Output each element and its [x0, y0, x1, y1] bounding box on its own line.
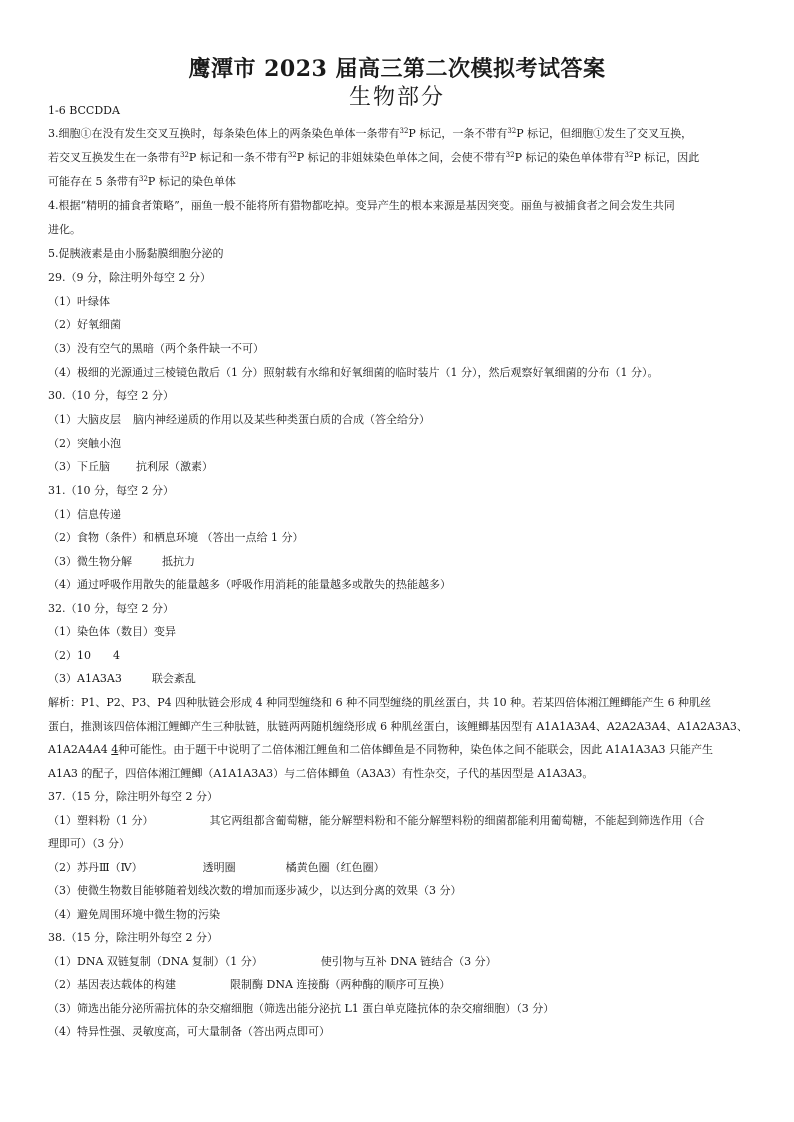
answer-text: 4 [113, 649, 120, 662]
page-title: 鹰潭市 2023 届高三第二次模拟考试答案 [188, 56, 606, 82]
q3-line-2 [48, 151, 748, 165]
answer-text: 透明圈 [202, 861, 236, 874]
q32-explanation-1: 解析：P1、P2、P3、P4 四种肽链会形成 4 种同型缠绕和 6 种不同型缠绕的肌丝蛋白，共 10 种。若某四倍体湘江鲤鲫能产生 6 种肌丝 [48, 696, 712, 709]
q32-answer-1: （1）染色体（数目）变异 [48, 625, 176, 638]
q37-answer-1 [48, 814, 748, 828]
q32-explanation-2: 蛋白，推测该四倍体湘江鲤鲫产生三种肽链，肽链两两随机缠绕形成 6 种肌丝蛋白，该鲤鲫基因型有 A1A1A3A4、A2A2A3A4、A1A2A3A3、 [48, 720, 748, 733]
q4-line-1: 4.根据“精明的捕食者策略”，丽鱼一般不能将所有猎物都吃掉。变异产生的根本来源是基因突变。丽鱼与被捕食者之间会发生共同 [48, 199, 675, 212]
q29-heading: 29.（9 分，除注明外每空 2 分） [48, 271, 211, 284]
q32-answer-2 [48, 649, 748, 663]
q3-text: P 标记，因此 [633, 151, 700, 164]
answer-text: （2）基因表达载体的构建 [48, 978, 176, 991]
answer-text: 抗利尿（激素） [136, 460, 213, 473]
q29-answer-4: （4）极细的光源通过三棱镜色散后（1 分）照射载有水绵和好氧细菌的临时装片（1 分），然后观察好氧细菌的分布（1 分）。 [48, 366, 659, 379]
q3-text: 可能存在 5 条带有 [48, 175, 139, 188]
page-subtitle: 生物部分 [348, 85, 445, 110]
answer-text: （2）苏丹Ⅲ（Ⅳ） [48, 861, 143, 874]
answer-text: 橘黄色圈（红色圈） [285, 861, 385, 874]
answer-text: 其它两组都含葡萄糖，能分解塑料粉和不能分解塑料粉的细菌都能利用葡萄糖，不能起到筛选作用（合 [209, 814, 705, 827]
answer-text: 使引物与互补 DNA 链结合（3 分） [320, 955, 497, 968]
explanation-text: A1A2A4A4 [48, 743, 108, 756]
q30-answer-1 [48, 413, 748, 427]
q38-answer-4: （4）特异性强、灵敏度高，可大量制备（答出两点即可） [48, 1025, 330, 1038]
superscript: 32 [505, 151, 515, 159]
superscript: 32 [507, 127, 517, 135]
q3-text: P 标记的染色单体 [147, 175, 236, 188]
answer-text: （3）微生物分解 [48, 555, 132, 568]
answer-text: （3）下丘脑 [48, 460, 110, 473]
q3-text: 若交叉互换发生在一条带有 [48, 151, 180, 164]
q30-answer-3 [48, 460, 748, 474]
answer-text: （2）10 [48, 649, 91, 662]
q31-answer-1: （1）信息传递 [48, 508, 121, 521]
q30-answer-2: （2）突触小泡 [48, 437, 121, 450]
q30-heading: 30.（10 分，每空 2 分） [48, 389, 174, 402]
q38-answer-3: （3）筛选出能分泌所需抗体的杂交瘤细胞（筛选出能分泌抗 L1 蛋白单克隆抗体的杂交瘤细胞）（3 分） [48, 1002, 555, 1015]
q31-answer-4: （4）通过呼吸作用散失的能量越多（呼吸作用消耗的能量越多或散失的热能越多） [48, 578, 451, 591]
q37-answer-1-cont: 理即可）（3 分） [48, 837, 130, 850]
q31-heading: 31.（10 分，每空 2 分） [48, 484, 174, 497]
answer-text: （1）塑料粉（1 分） [48, 814, 154, 827]
choice-answers: 1-6 BCCDDA [48, 104, 120, 117]
superscript: 32 [624, 151, 634, 159]
q38-heading: 38.（15 分，除注明外每空 2 分） [48, 931, 218, 944]
q37-answer-3: （3）使微生物数目能够随着划线次数的增加而逐步减少，以达到分离的效果（3 分） [48, 884, 462, 897]
q31-answer-2: （2）食物（条件）和栖息环境 （答出一点给 1 分） [48, 531, 304, 544]
q5-line: 5.促胰液素是由小肠黏膜细胞分泌的 [48, 247, 224, 260]
answer-text: 限制酶 DNA 连接酶（两种酶的顺序可互换） [230, 978, 451, 991]
answer-text: （1）DNA 双链复制（DNA 复制）（1 分） [48, 955, 263, 968]
q29-answer-3: （3）没有空气的黑暗（两个条件缺一不可） [48, 342, 264, 355]
underlined-value: 4 [111, 743, 119, 756]
q38-answer-2 [48, 978, 748, 992]
q3-text: P 标记和一条不带有 [188, 151, 288, 164]
answer-text: 联会紊乱 [151, 672, 196, 685]
q32-answer-3 [48, 672, 748, 686]
q3-text: 3.细胞①在没有发生交叉互换时，每条染色体上的两条染色单体一条带有 [48, 127, 400, 140]
superscript: 32 [399, 127, 409, 135]
answer-text: （3）A1A3A3 [48, 672, 122, 685]
explanation-text: 种可能性。由于题干中说明了二倍体湘江鲤鱼和二倍体鲫鱼是不同物种，染色体之间不能联会，因此 A1A1A3A3 只能产生 [118, 743, 714, 756]
q31-answer-3 [48, 555, 748, 569]
q3-text: P 标记，一条不带有 [408, 127, 508, 140]
superscript: 32 [139, 175, 148, 183]
q29-answer-2: （2）好氧细菌 [48, 318, 121, 331]
q37-heading: 37.（15 分，除注明外每空 2 分） [48, 790, 218, 803]
q3-line-1 [48, 127, 748, 141]
answer-text: 脑内神经递质的作用以及某些种类蛋白质的合成（答全给分） [133, 413, 430, 426]
q3-line-3 [48, 175, 748, 189]
q3-text: P 标记，但细胞①发生了交叉互换， [516, 127, 693, 140]
q3-text: P 标记的染色单体带有 [514, 151, 625, 164]
superscript: 32 [287, 151, 297, 159]
q32-heading: 32.（10 分，每空 2 分） [48, 602, 174, 615]
q3-text: P 标记的非姐妹染色单体之间，会使不带有 [296, 151, 506, 164]
q29-answer-1: （1）叶绿体 [48, 295, 110, 308]
q32-explanation-3 [48, 743, 748, 757]
q37-answer-2 [48, 861, 748, 875]
q37-answer-4: （4）避免周围环境中微生物的污染 [48, 908, 220, 921]
q38-answer-1 [48, 955, 748, 969]
q4-line-2: 进化。 [48, 223, 81, 236]
answer-text: 抵抗力 [162, 555, 195, 568]
superscript: 32 [180, 151, 189, 159]
answer-text: （1）大脑皮层 [48, 413, 121, 426]
q32-explanation-4: A1A3 的配子，四倍体湘江鲤鲫（A1A1A3A3）与二倍体鲫鱼（A3A3）有性杂交，子代的基因型是 A1A3A3。 [48, 767, 594, 780]
